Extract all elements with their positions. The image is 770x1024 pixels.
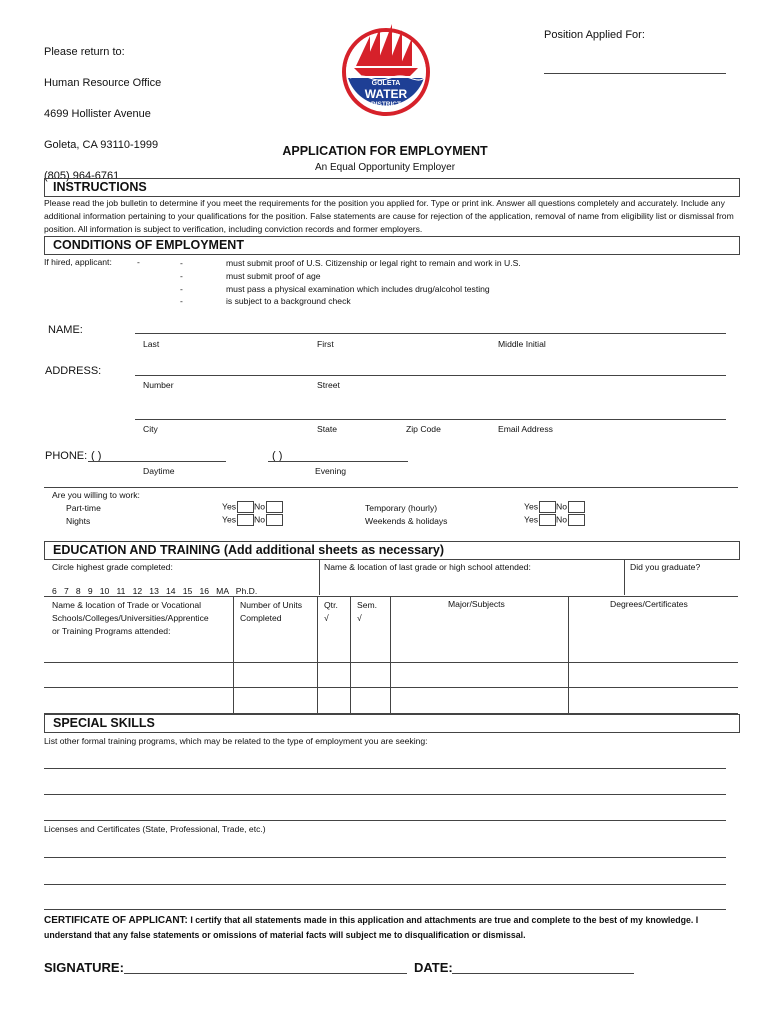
logo-text-water: WATER — [364, 87, 408, 101]
nights-yes-checkbox[interactable] — [237, 514, 254, 526]
address-email-label: Email Address — [498, 424, 553, 434]
licenses-field[interactable] — [44, 857, 726, 858]
sailboat-logo-icon — [340, 14, 432, 118]
nights-label: Nights — [66, 516, 91, 526]
skills-training-field[interactable] — [44, 768, 726, 769]
date-field[interactable] — [452, 973, 634, 974]
weekends-label: Weekends & holidays — [365, 516, 448, 526]
col-trade-header: Name & location of Trade or Vocational Schools/Colleges/Universities/Apprentice or Training Programs attended: — [52, 600, 209, 636]
page-title: APPLICATION FOR EMPLOYMENT — [282, 144, 488, 158]
weekends-yes-checkbox[interactable] — [539, 514, 556, 526]
name-label: NAME: — [48, 324, 83, 336]
education-divider — [624, 559, 625, 595]
phone-daytime-label: Daytime — [143, 466, 175, 476]
col-units-header: Number of Units Completed — [240, 600, 303, 623]
nights-options: Yes No — [222, 514, 283, 526]
education-divider — [319, 559, 320, 595]
education-col — [568, 596, 569, 713]
name-field[interactable] — [135, 333, 726, 334]
skills-training-field[interactable] — [44, 794, 726, 795]
name-last-label: Last — [143, 339, 160, 349]
return-office: Human Resource Office — [44, 76, 162, 89]
circle-grade-label: Circle highest grade completed: — [52, 562, 173, 572]
col-degrees-header: Degrees/Certificates — [610, 599, 688, 609]
temporary-label: Temporary (hourly) — [365, 503, 438, 513]
return-street: 4699 Hollister Avenue — [44, 107, 151, 120]
temporary-yes-checkbox[interactable] — [539, 501, 556, 513]
phone-day-paren: ( ) — [91, 450, 102, 462]
education-col — [350, 596, 351, 713]
conditions-list — [180, 257, 521, 308]
skills-divider — [44, 820, 726, 821]
name-first-label: First — [317, 339, 334, 349]
condition-item: - must submit proof of U.S. Citizenship or legal right to remain and work in U.S. — [180, 258, 521, 268]
phone-day-field[interactable] — [88, 461, 226, 462]
return-label: Please return to: — [44, 45, 125, 58]
address-state-label: State — [317, 424, 338, 434]
school-name-label: Name & location of last grade or high school attended: — [324, 562, 531, 572]
conditions-lead: If hired, applicant: — [44, 257, 112, 267]
certificate-block — [44, 913, 734, 943]
date-label: DATE: — [414, 960, 453, 975]
education-col — [317, 596, 318, 713]
weekends-no-checkbox[interactable] — [568, 514, 585, 526]
logo-text-goleta: GOLETA — [371, 80, 401, 87]
education-entry-row[interactable] — [44, 687, 738, 688]
return-city: Goleta, CA 93110-1999 — [44, 138, 159, 151]
education-col — [390, 596, 391, 713]
part-time-no-checkbox[interactable] — [266, 501, 283, 513]
phone-evening-label: Evening — [315, 466, 347, 476]
skills-training-label: List other formal training programs, which may be related to the type of employment you are seeking: — [44, 736, 428, 746]
weekends-options: Yes No — [524, 514, 585, 526]
licenses-divider — [44, 909, 726, 910]
col-qtr-header: Qtr. √ — [324, 600, 338, 623]
address-city-field[interactable] — [135, 419, 726, 420]
condition-item: - must pass a physical examination which includes drug/alcohol testing — [180, 283, 490, 294]
page-subtitle: An Equal Opportunity Employer — [314, 162, 456, 173]
phone-label: PHONE: — [45, 450, 88, 462]
availability-question: Are you willing to work: — [52, 490, 140, 500]
return-address — [44, 29, 161, 200]
licenses-field[interactable] — [44, 884, 726, 885]
instructions-heading: INSTRUCTIONS — [53, 180, 147, 194]
return-phone: (805) 964-6761 — [44, 169, 120, 182]
conditions-heading: CONDITIONS OF EMPLOYMENT — [53, 238, 244, 252]
address-street-field[interactable] — [135, 375, 726, 376]
nights-no-checkbox[interactable] — [266, 514, 283, 526]
part-time-label: Part-time — [66, 503, 101, 513]
graduate-label: Did you graduate? — [630, 562, 701, 572]
education-row-line — [44, 596, 738, 597]
education-col — [233, 596, 234, 713]
conditions-heading-box — [44, 236, 740, 255]
phone-eve-field[interactable] — [268, 461, 408, 462]
position-field[interactable] — [544, 73, 726, 74]
certificate-text: I certify that all statements made in this application and attachments are true and complete to the best of my knowledge. I understand that any false statements or omissions of material facts will subject me to disqualification or dismissal. — [44, 915, 699, 940]
address-street-label: Street — [317, 380, 340, 390]
name-middle-label: Middle Initial — [498, 339, 546, 349]
education-heading-box — [44, 541, 740, 560]
position-label: Position Applied For: — [544, 29, 645, 41]
signature-field[interactable] — [124, 973, 407, 974]
part-time-options: Yes No — [222, 501, 283, 513]
condition-item: - is subject to a background check — [180, 296, 351, 307]
col-sem-header: Sem. √ — [357, 600, 378, 623]
address-label: ADDRESS: — [45, 365, 102, 377]
logo-text-district: DISTRICT — [371, 101, 401, 108]
part-time-yes-checkbox[interactable] — [237, 501, 254, 513]
address-number-label: Number — [143, 380, 174, 390]
instructions-heading-box — [44, 178, 740, 197]
certificate-heading: CERTIFICATE OF APPLICANT: — [44, 915, 188, 926]
education-heading: EDUCATION AND TRAINING (Add additional sheets as necessary) — [53, 543, 445, 557]
skills-heading-box — [44, 714, 740, 733]
conditions-dash: - — [137, 257, 140, 267]
phone-eve-paren: ( ) — [272, 450, 283, 462]
instructions-text: Please read the job bulletin to determine if you meet the requirements for the position you applied for. Type or print ink. Answer all questions completely and accurately. Include any additional information pertaining to your qualifications for the position. False statements are cause for rejection of the application, removal of name from eligibility list or dismissal from position. All information is subject to verification, including conviction records and former employers. — [44, 198, 734, 234]
temporary-options: Yes No — [524, 501, 585, 513]
skills-heading: SPECIAL SKILLS — [53, 716, 155, 730]
grade-options[interactable]: 6 7 8 9 10 11 12 13 14 15 16 MA Ph.D. — [52, 586, 258, 596]
education-entry-row[interactable] — [44, 662, 738, 663]
licenses-label: Licenses and Certificates (State, Professional, Trade, etc.) — [44, 824, 266, 834]
condition-item: - must submit proof of age — [180, 270, 321, 281]
address-zip-label: Zip Code — [406, 424, 441, 434]
col-major-header: Major/Subjects — [448, 599, 505, 609]
signature-label: SIGNATURE: — [44, 960, 124, 975]
divider — [44, 487, 738, 488]
temporary-no-checkbox[interactable] — [568, 501, 585, 513]
address-city-label: City — [143, 424, 158, 434]
